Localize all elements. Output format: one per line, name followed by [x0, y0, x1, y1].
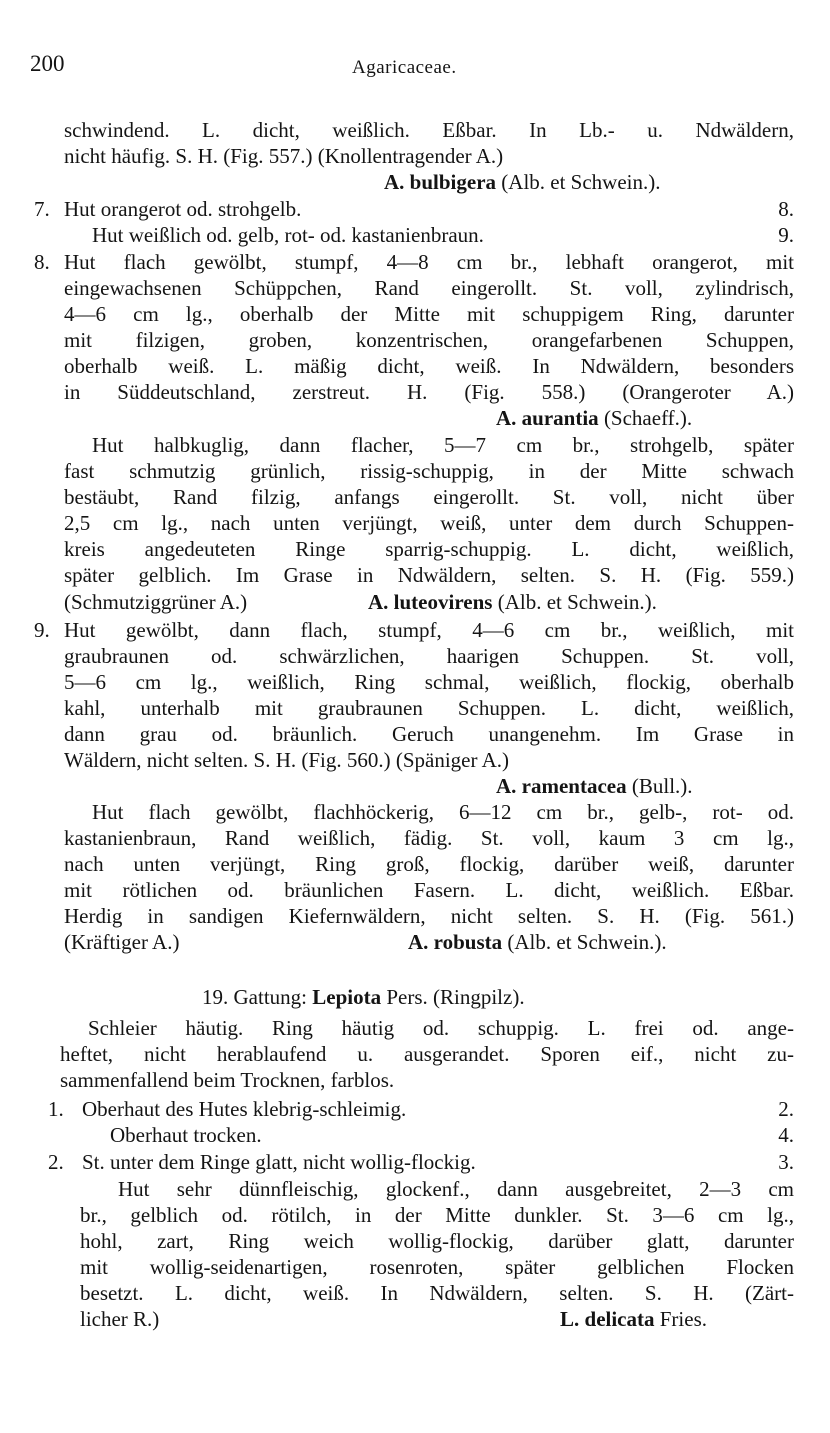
text-line: mit filzigen, groben, konzentrischen, orangefarbenen Schuppen, — [64, 328, 794, 352]
key-number: 7. — [34, 197, 50, 221]
key-text: St. unter dem Ringe glatt, nicht wollig-flockig. — [82, 1150, 476, 1174]
text-line: oberhalb weiß. L. mäßig dicht, weiß. In Ndwäldern, besonders — [64, 354, 794, 378]
text-line: 4—6 cm lg., oberhalb der Mitte mit schuppigem Ring, darunter — [64, 302, 794, 326]
species-author: (Bull.). — [631, 774, 693, 798]
species-genus: A. — [496, 406, 517, 430]
species-epithet: aurantia — [521, 406, 599, 430]
species-genus: A. — [368, 590, 389, 614]
key-text: Oberhaut des Hutes klebrig-schleimig. — [82, 1097, 407, 1121]
text-line: Herdig in sandigen Kiefernwäldern, nicht selten. S. H. (Fig. 561.) — [64, 904, 794, 928]
genus-heading-post: Pers. (Ringpilz). — [386, 985, 525, 1009]
key-ref: 4. — [778, 1123, 794, 1147]
key-ref: 2. — [778, 1097, 794, 1121]
text-line: mit wollig-seidenartigen, rosenroten, später gelblichen Flocken — [80, 1255, 794, 1279]
common-name: (Schmutziggrüner A.) — [64, 590, 248, 614]
text-line: kreis angedeuteten Ringe sparrig-schuppig. L. dicht, weißlich, — [64, 537, 794, 561]
text-line: Hut sehr dünnfleischig, glockenf., dann ausgebreitet, 2—3 cm — [118, 1177, 794, 1201]
species-genus: A. — [496, 774, 517, 798]
species-genus: L. — [560, 1307, 580, 1331]
key-ref: 9. — [778, 223, 794, 247]
text-line: Schleier häutig. Ring häutig od. schuppig. L. frei od. ange- — [88, 1016, 794, 1040]
text-line: fast schmutzig grünlich, rissig-schuppig, in der Mitte schwach — [64, 459, 794, 483]
text-line: graubraunen od. schwärzlichen, haarigen Schuppen. St. voll, — [64, 644, 794, 668]
species-author: (Schaeff.). — [603, 406, 693, 430]
species-epithet: delicata — [584, 1307, 655, 1331]
text-line: Hut gewölbt, dann flach, stumpf, 4—6 cm br., weißlich, mit — [64, 618, 794, 642]
text-line: Hut flach gewölbt, stumpf, 4—8 cm br., lebhaft orangerot, mit — [64, 250, 794, 274]
species-author: (Alb. et Schwein.). — [497, 590, 657, 614]
text-line: nach unten verjüngt, Ring groß, flockig, darüber weiß, darunter — [64, 852, 794, 876]
species-name-ramentacea — [496, 774, 693, 798]
text-line: heftet, nicht herablaufend u. ausgerandet. Sporen eif., nicht zu- — [60, 1042, 794, 1066]
page-number: 200 — [30, 51, 65, 76]
species-name-luteovirens — [368, 590, 657, 614]
species-name-bulbigera — [384, 170, 661, 194]
species-author: Fries. — [659, 1307, 707, 1331]
text-line: br., gelblich od. rötilch, in der Mitte dunkler. St. 3—6 cm lg., — [80, 1203, 794, 1227]
key-number: 8. — [34, 250, 50, 274]
species-name-robusta — [408, 930, 667, 954]
text-line: nicht häufig. S. H. (Fig. 557.) (Knollentragender A.) — [64, 144, 504, 168]
genus-heading-name: Lepiota — [312, 985, 382, 1009]
text-line: bestäubt, Rand filzig, anfangs eingerollt. St. voll, nicht über — [64, 485, 794, 509]
text-line: kastanienbraun, Rand weißlich, fädig. St. voll, kaum 3 cm lg., — [64, 826, 794, 850]
species-epithet: luteovirens — [393, 590, 493, 614]
text-line: kahl, unterhalb mit graubraunen Schuppen. L. dicht, weißlich, — [64, 696, 794, 720]
common-name: (Kräftiger A.) — [64, 930, 180, 954]
key-text: Hut weißlich od. gelb, rot- od. kastanienbraun. — [92, 223, 484, 247]
text-line: sammenfallend beim Trocknen, farblos. — [60, 1068, 395, 1092]
text-line: später gelblich. Im Grase in Ndwäldern, selten. S. H. (Fig. 559.) — [64, 563, 794, 587]
species-genus: A. — [408, 930, 429, 954]
species-epithet: ramentacea — [521, 774, 627, 798]
key-number: 2. — [48, 1150, 64, 1174]
key-number: 9. — [34, 618, 50, 642]
species-name-aurantia — [496, 406, 692, 430]
species-name-delicata — [560, 1307, 707, 1331]
species-epithet: bulbigera — [409, 170, 497, 194]
genus-heading-pre: 19. Gattung: — [202, 985, 307, 1009]
text-line: eingewachsenen Schüppchen, Rand eingerollt. St. voll, zylindrisch, — [64, 276, 794, 300]
species-author: (Alb. et Schwein.). — [507, 930, 667, 954]
text-line: dann grau od. bräunlich. Geruch unangenehm. Im Grase in — [64, 722, 794, 746]
text-line: Hut flach gewölbt, flachhöckerig, 6—12 cm br., gelb-, rot- od. — [92, 800, 794, 824]
text-line: hohl, zart, Ring weich wollig-flockig, darüber glatt, darunter — [80, 1229, 794, 1253]
species-author: (Alb. et Schwein.). — [501, 170, 661, 194]
key-ref: 8. — [778, 197, 794, 221]
genus-heading — [202, 985, 525, 1009]
text-line: Wäldern, nicht selten. S. H. (Fig. 560.) (Späniger A.) — [64, 748, 509, 772]
running-title: Agaricaceae. — [352, 57, 457, 78]
key-text: Oberhaut trocken. — [110, 1123, 262, 1147]
species-genus: A. — [384, 170, 405, 194]
text-line: Hut halbkuglig, dann flacher, 5—7 cm br., strohgelb, später — [92, 433, 794, 457]
key-ref: 3. — [778, 1150, 794, 1174]
species-epithet: robusta — [433, 930, 503, 954]
text-line: mit rötlichen od. bräunlichen Fasern. L. dicht, weißlich. Eßbar. — [64, 878, 794, 902]
text-line: 2,5 cm lg., nach unten verjüngt, weiß, unter dem durch Schuppen- — [64, 511, 794, 535]
text-line: in Süddeutschland, zerstreut. H. (Fig. 558.) (Orangeroter A.) — [64, 380, 794, 404]
text-line: 5—6 cm lg., weißlich, Ring schmal, weißlich, flockig, oberhalb — [64, 670, 794, 694]
key-number: 1. — [48, 1097, 64, 1121]
text-line: schwindend. L. dicht, weißlich. Eßbar. In Lb.- u. Ndwäldern, — [64, 118, 794, 142]
key-text: Hut orangerot od. strohgelb. — [64, 197, 302, 221]
common-name: licher R.) — [80, 1307, 160, 1331]
text-line: besetzt. L. dicht, weiß. In Ndwäldern, selten. S. H. (Zärt- — [80, 1281, 794, 1305]
